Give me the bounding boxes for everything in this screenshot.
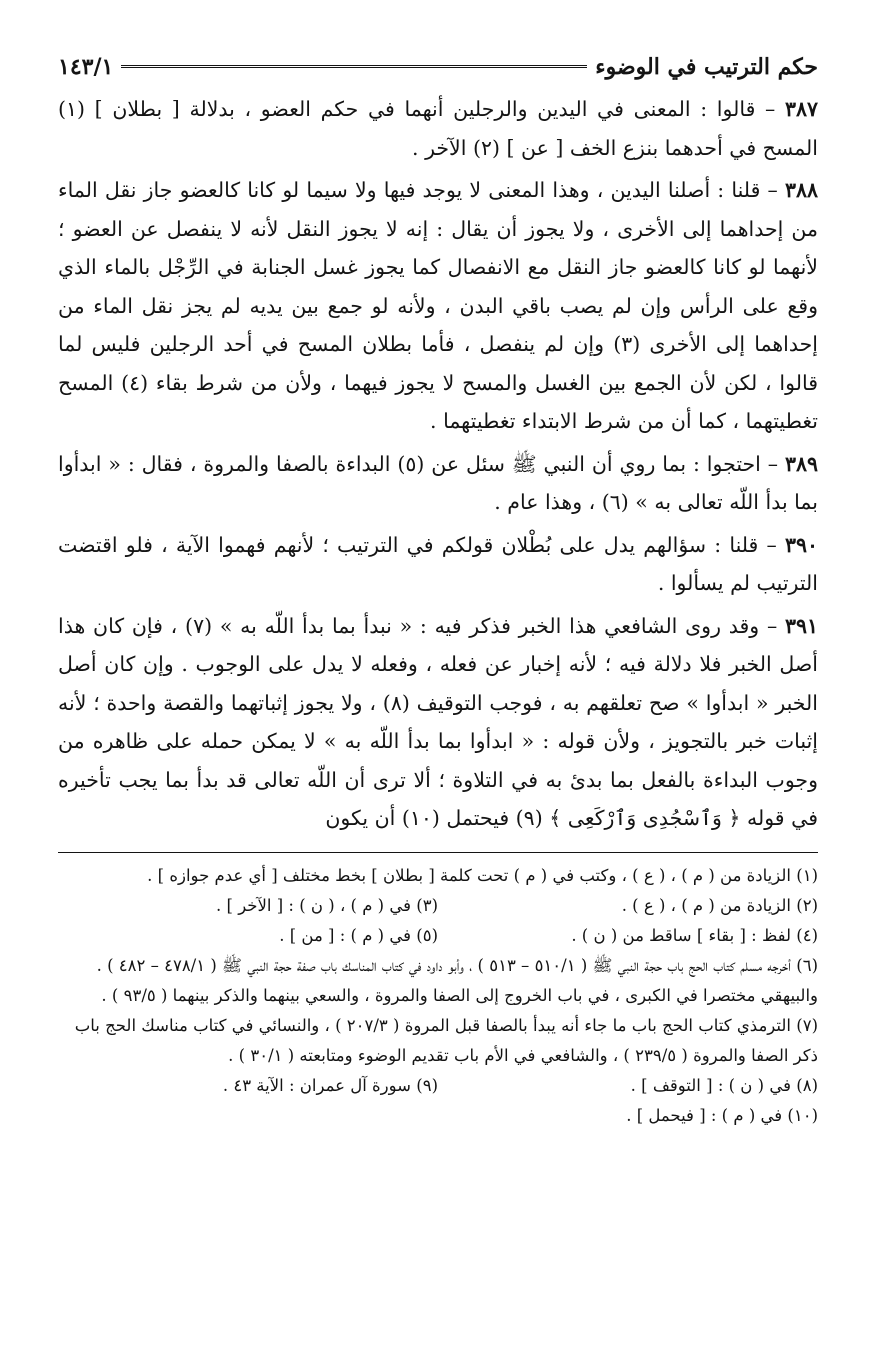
main-text xyxy=(58,90,818,838)
footnote-3: (٣) في ( م ) ، ( ن ) : [ الآخر ] . xyxy=(216,895,438,915)
footnote-10: (١٠) في ( م ) : [ فيحمل ] . xyxy=(626,1105,818,1125)
paragraph-text: – قلنا : أصلنا اليدين ، وهذا المعنى لا يوجد فيها ولا سيما لو كانا كالعضو جاز نقل الماء من إحداهما إلى الأخرى ، ولا يجوز أن يقال : إنه لا يجوز النقل لأنه لا ينفصل عن العضو ؛ لأنهما لو كانا كالعضو جاز النقل مع الانفصال كما يجوز غسل الجنابة في الرِّجْل بالماء الذي وقع على الرأس وإن لم يصب باقي البدن ، ولأنه لو جمع بين يديه لم يجز نقل الماء من إحداهما إلى الأخرى (٣) وإن لم ينفصل ، فأما بطلان المسح في أحد الرجلين فليس لما قالوا ، لكن لأن الجمع بين الغسل والمسح لا يجوز فيهما ، ولأن من شرط بقاء (٤) المسح تغطيتهما ، كما أن من شرط الابتداء تغطيتهما . xyxy=(58,178,819,433)
page-number: ١٤٣/١ xyxy=(58,54,114,80)
paragraph-text: – قلنا : سؤالهم يدل على بُطْلان قولكم في الترتيب ؛ لأنهم فهموا الآية ، فلو اقتضت الترتيب لم يسألوا . xyxy=(58,532,818,595)
paragraph-number: ٣٨٨ xyxy=(784,178,818,202)
page-header xyxy=(58,50,818,84)
paragraph-391 xyxy=(58,607,818,838)
paragraph-number: ٣٩٠ xyxy=(784,532,818,557)
paragraph-389 xyxy=(58,445,818,522)
document-page xyxy=(58,50,818,1131)
footnotes xyxy=(58,861,818,1131)
paragraph-text: – احتجوا : بما روي أن النبي ﷺ سئل عن (٥) البداءة بالصفا والمروة ، فقال : « ابدأوا بما بدأ اللّه تعالى به » (٦) ، وهذا عام . xyxy=(58,451,818,514)
footnote-row xyxy=(58,921,818,951)
footnote-7: (٧) الترمذي كتاب الحج باب ما جاء أنه يبدأ بالصفا قبل المروة ( ٢٠٧/٣ ) ، والنسائي في كتاب مناسك الحج باب ذكر الصفا والمروة ( ٢٣٩/٥ ) ، والشافعي في الأم باب تقديم الوضوء ومتابعته ( ٣٠/١ ) . xyxy=(74,1015,818,1065)
footnote-row xyxy=(58,891,818,921)
footnote-6: (٦) أخرجه مسلم كتاب الحج باب حجة النبي ﷺ ( ٥١٠/١ – ٥١٣ ) ، وأبو داود في كتاب المناسك باب صفة حجة النبي ﷺ ( ٤٧٨/١ – ٤٨٢ ) . والبيهقي مختصرا في الكبرى ، في باب الخروج إلى الصفا والمروة ، والسعي بينهما والذكر بينهما ( ٩٣/٥ ) . xyxy=(96,955,818,1005)
footnote-2: (٢) الزيادة من ( م ) ، ( ع ) . xyxy=(621,895,818,915)
paragraph-text: – وقد روى الشافعي هذا الخبر فذكر فيه : « نبدأ بما بدأ اللّه به » (٧) ، فإن كان هذا أصل الخبر فلا دلالة فيه ؛ لأنه إخبار عن فعله ، وفعله لا يدل على الوجوب . وإن كان أصل الخبر « ابدأوا » صح تعلقهم به ، فوجب التوقيف (٨) ، ولا يجوز إثباتهما والقصة واحدة ؛ لأنه إثبات خبر بالتجويز ، ولأن قوله : « ابدأوا بما بدأ اللّه به » لا يمكن حمله على ظاهره من وجوب البداءة بالفعل بما بدئ به في التلاوة ؛ ألا ترى أن اللّه تعالى قد بدأ بما يجب تأخيره في قوله ﴿ وَٱسْجُدِى وَٱرْكَعِى ﴾ (٩) فيحتمل (١٠) أن يكون xyxy=(58,613,818,830)
footnote-4: (٤) لفظ : [ بقاء ] ساقط من ( ن ) . xyxy=(571,925,818,945)
paragraph-387 xyxy=(58,90,818,167)
paragraph-number: ٣٩١ xyxy=(784,613,818,638)
running-title: حكم الترتيب في الوضوء xyxy=(595,54,818,80)
footnote-1: (١) الزيادة من ( م ) ، ( ع ) ، وكتب في ( م ) تحت كلمة [ بطلان ] بخط مختلف [ أي عدم جوازه ] . xyxy=(147,865,818,885)
footnote-5: (٥) في ( م ) : [ من ] . xyxy=(279,925,438,945)
footnote-separator xyxy=(58,852,818,853)
footnote-9: (٩) سورة آل عمران : الآية ٤٣ . xyxy=(222,1075,438,1095)
paragraph-388 xyxy=(58,171,818,441)
paragraph-text: – قالوا : المعنى في اليدين والرجلين أنهما في حكم العضو ، بدلالة [ بطلان ] (١) المسح في أحدهما بنزع الخف [ عن ] (٢) الآخر . xyxy=(58,97,818,160)
footnote-8: (٨) في ( ن ) : [ التوقف ] . xyxy=(630,1075,818,1095)
paragraph-number: ٣٨٧ xyxy=(784,97,818,121)
paragraph-390 xyxy=(58,526,818,603)
header-rule xyxy=(121,65,587,70)
footnote-row xyxy=(58,1071,818,1101)
paragraph-number: ٣٨٩ xyxy=(784,451,819,476)
